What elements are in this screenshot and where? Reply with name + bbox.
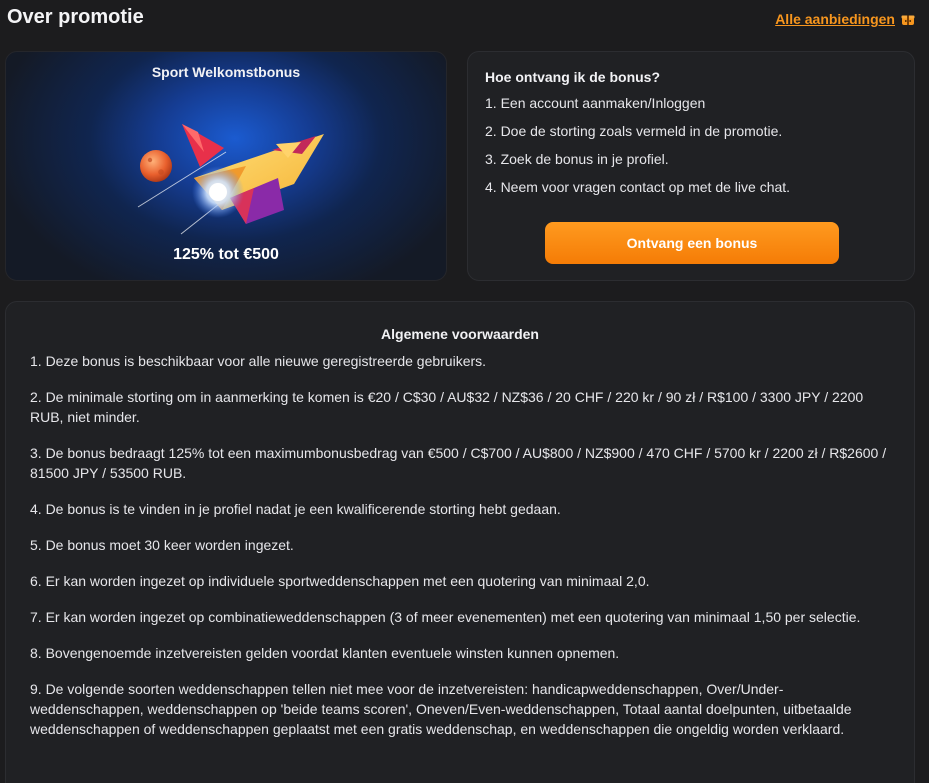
terms-item: 7. Er kan worden ingezet op combinatieweddenschappen (3 of meer evenementen) met een quotering van minimaal 1,50 per selectie. bbox=[30, 609, 861, 625]
terms-title: Algemene voorwaarden bbox=[381, 326, 539, 342]
promo-amount: 125% tot €500 bbox=[173, 246, 279, 263]
terms-item: 4. De bonus is te vinden in je profiel nadat je een kwalificerende storting hebt gedaan. bbox=[30, 501, 561, 517]
promo-card bbox=[5, 51, 447, 281]
terms-item: 1. Deze bonus is beschikbaar voor alle nieuwe geregistreerde gebruikers. bbox=[30, 353, 487, 369]
get-bonus-button[interactable]: Ontvang een bonus bbox=[545, 222, 839, 264]
terms-item: 5. De bonus moet 30 keer worden ingezet. bbox=[30, 537, 294, 553]
terms-item: 8. Bovengenoemde inzetvereisten gelden voordat klanten eventuele winsten kunnen opnemen. bbox=[30, 645, 620, 661]
how-to-title: Hoe ontvang ik de bonus? bbox=[485, 69, 661, 85]
gift-icon bbox=[901, 12, 915, 26]
promo-title: Sport Welkomstbonus bbox=[151, 64, 301, 80]
rocket-icon bbox=[126, 112, 336, 242]
page-title: Over promotie bbox=[7, 6, 144, 28]
how-to-step: 2. Doe de storting zoals vermeld in de promotie. bbox=[485, 123, 783, 139]
terms-item: 3. De bonus bedraagt 125% tot een maximumbonusbedrag van €500 / C$700 / AU$800 / NZ$900 / 470 CHF / 5700 kr / 2200 zł / R$2600 / 81500 JPY / 53500 RUB. bbox=[30, 445, 887, 481]
how-to-step: 1. Een account aanmaken/Inloggen bbox=[485, 95, 706, 111]
terms-list bbox=[30, 351, 896, 755]
terms-item: 2. De minimale storting om in aanmerking te komen is €20 / C$30 / AU$32 / NZ$36 / 20 CHF / 220 kr / 90 zł / R$100 / 3300 JPY / 2200 RUB, niet minder. bbox=[30, 389, 864, 425]
all-offers-link[interactable] bbox=[775, 11, 915, 27]
all-offers-label: Alle aanbiedingen bbox=[775, 11, 895, 27]
terms-item: 6. Er kan worden ingezet op individuele sportweddenschappen met een quotering van minimaal 2,0. bbox=[30, 573, 650, 589]
terms-card bbox=[5, 301, 915, 783]
how-to-step: 4. Neem voor vragen contact op met de live chat. bbox=[485, 179, 791, 195]
how-to-steps bbox=[485, 95, 790, 207]
how-to-card bbox=[467, 51, 915, 281]
how-to-step: 3. Zoek de bonus in je profiel. bbox=[485, 151, 669, 167]
terms-item: 9. De volgende soorten weddenschappen tellen niet mee voor de inzetvereisten: handicapweddenschappen, Over/Under-weddenschappen, weddenschappen op 'beide teams scoren', Oneven/Even-weddenschappen, Totaal aantal doelpunten, uitbetaalde weddenschappen of weddenschappen geplaatst met een gratis weddenschap, en weddenschappen die ongeldig worden verklaard. bbox=[30, 681, 852, 737]
